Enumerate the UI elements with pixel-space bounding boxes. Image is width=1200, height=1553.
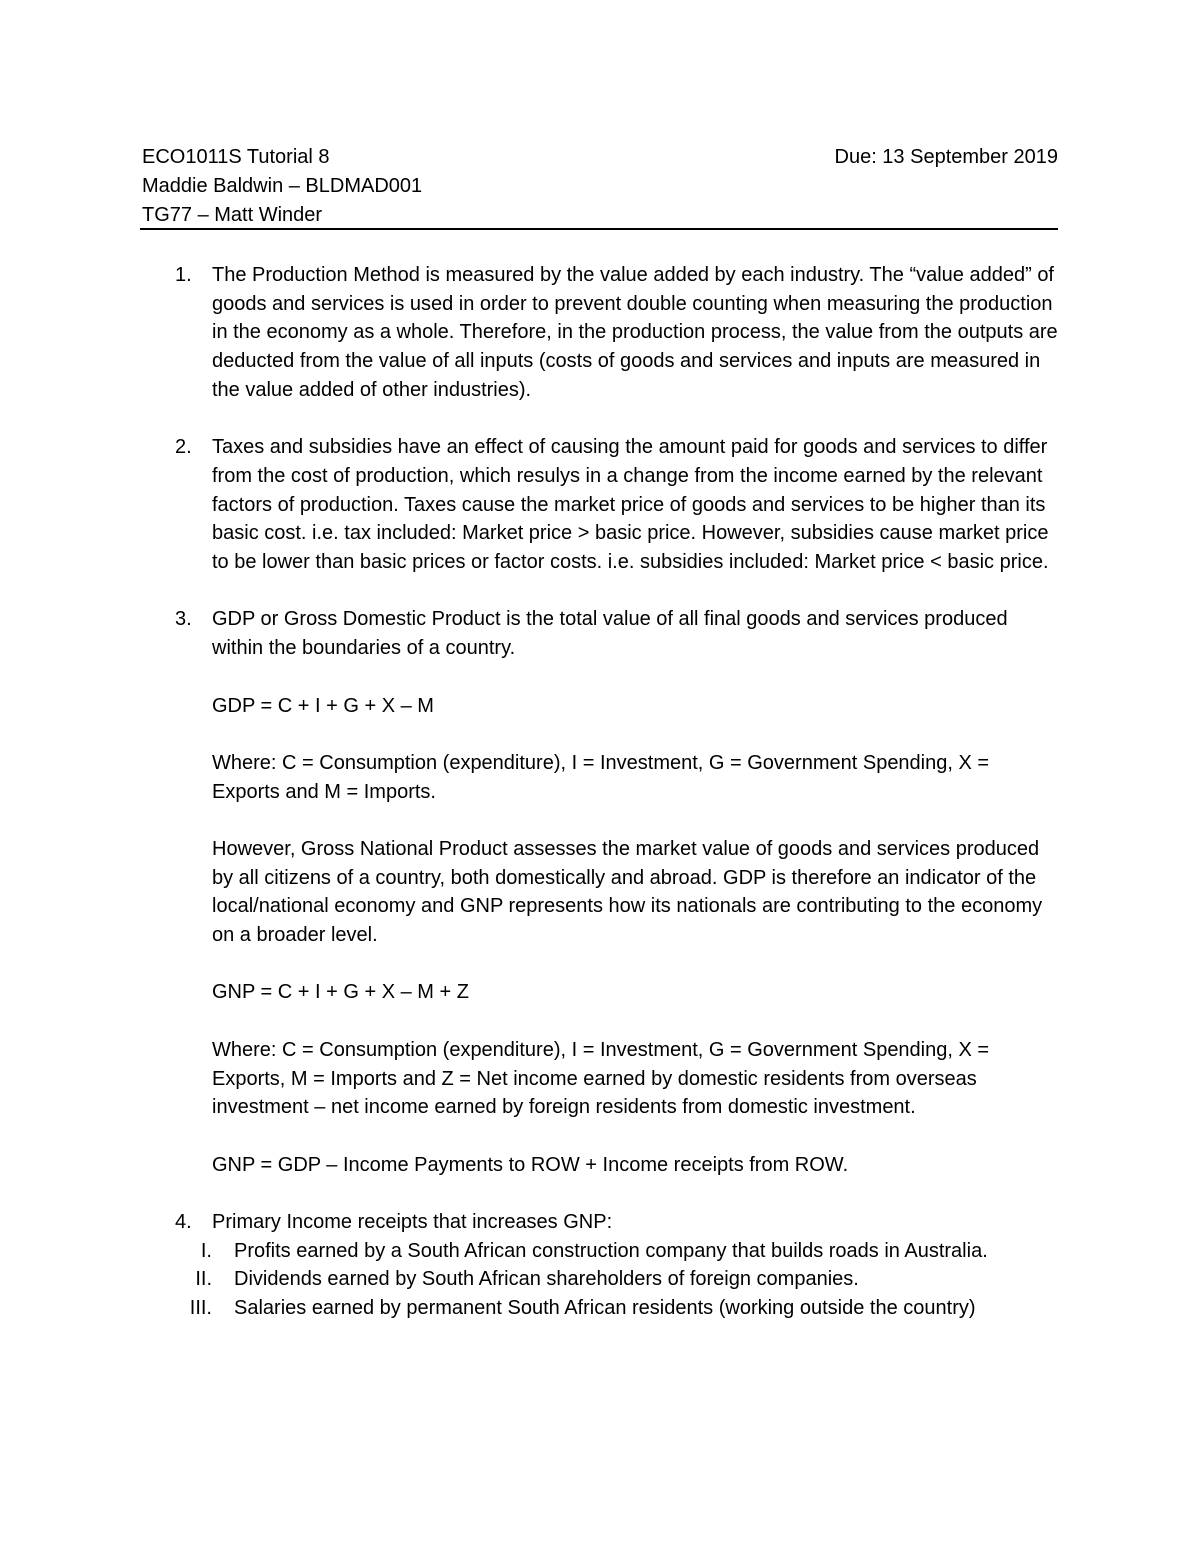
answer-paragraph: Taxes and subsidies have an effect of causing the amount paid for goods and services to differ from the cost of production, which resulys in a change from the income earned by the relevant factors of production. Taxes cause the market price of goods and services to be higher than its basic cost. i.e. tax included: Market price > basic price. However, subsidies cause market price to be lower than basic prices or factor costs. i.e. subsidies included: Market price < basic price. (212, 436, 1049, 574)
answer-1 (142, 261, 1062, 405)
course-title: ECO1011S Tutorial 8 (142, 146, 330, 168)
answer-4 (142, 1208, 1062, 1237)
gnp-gdp-formula: GNP = GDP – Income Payments to ROW + Income receipts from ROW. (212, 1153, 849, 1176)
list-item (142, 1265, 1062, 1294)
list-item-text: Salaries earned by permanent South African residents (working outside the country) (234, 1297, 976, 1320)
answer-number: 2. (175, 436, 192, 459)
answer-2 (142, 433, 1062, 577)
gnp-formula: GNP = C + I + G + X – M + Z (212, 981, 469, 1004)
gdp-formula: GDP = C + I + G + X – M (212, 694, 434, 717)
answer-intro: Primary Income receipts that increases GNP: (212, 1211, 613, 1234)
list-item (142, 1237, 1062, 1266)
answer-paragraph: The Production Method is measured by the value added by each industry. The “value added” of goods and services is used in order to prevent double counting when measuring the production in the economy as a whole. Therefore, in the production process, the value from the outputs are deducted from the value of all inputs (costs of goods and services and inputs are measured in the value added of other industries). (212, 264, 1058, 401)
roman-numeral: II. (195, 1268, 212, 1291)
answer-3 (142, 605, 1062, 1179)
document-header (142, 143, 1058, 230)
tutor-group: TG77 – Matt Winder (142, 204, 323, 226)
answer-number: 1. (175, 264, 192, 286)
list-item (142, 1294, 1062, 1323)
answer-number: 4. (175, 1211, 192, 1234)
answer-number: 3. (175, 608, 192, 631)
answer-paragraph: However, Gross National Product assesses the market value of goods and services produced by all citizens of a country, both domestically and abroad. GDP is therefore an indicator of the local/national economy and GNP represents how its nationals are contributing to the economy on a broader level. (212, 837, 1043, 947)
due-date: Due: 13 September 2019 (834, 146, 1058, 168)
answer-paragraph: Where: C = Consumption (expenditure), I = Investment, G = Government Spending, X = Exports and M = Imports. (212, 751, 990, 803)
header-row-1 (142, 143, 1058, 172)
roman-numeral: III. (189, 1297, 212, 1320)
list-item-text: Dividends earned by South African shareholders of foreign companies. (234, 1268, 859, 1291)
answer-paragraph: GDP or Gross Domestic Product is the total value of all final goods and services produced within the boundaries of a country. (212, 608, 1008, 660)
list-item-text: Profits earned by a South African construction company that builds roads in Australia. (234, 1239, 988, 1262)
answers-list (142, 261, 1062, 1323)
header-divider (140, 228, 1058, 230)
answer-paragraph: Where: C = Consumption (expenditure), I = Investment, G = Government Spending, X = Exports, M = Imports and Z = Net income earned by domestic residents from overseas investment – net income earned by foreign residents from domestic investment. (212, 1038, 990, 1119)
student-name: Maddie Baldwin – BLDMAD001 (142, 175, 423, 197)
roman-numeral: I. (200, 1239, 212, 1262)
